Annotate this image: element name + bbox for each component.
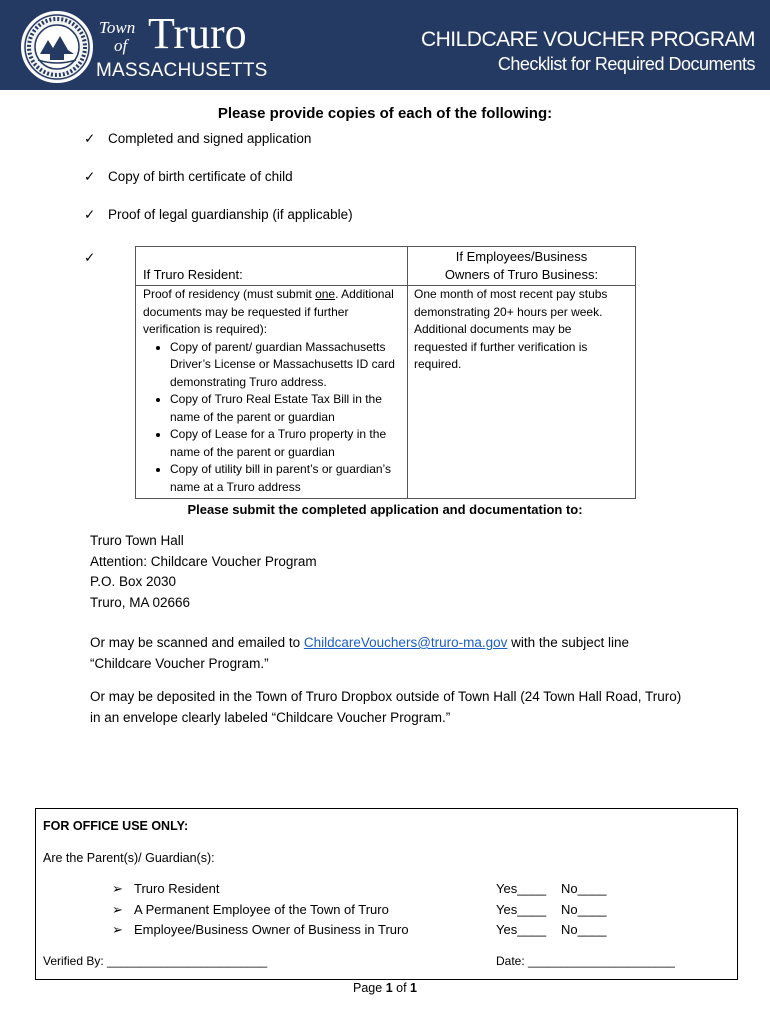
office-option [112,881,220,897]
employee-header-line2: Owners of Truro Business: [444,267,599,282]
town-seal-icon [20,10,94,84]
of-word: of [114,36,128,55]
checklist-item [84,207,353,223]
yes-field[interactable]: Yes____ [496,881,547,896]
resident-bullet-list [143,339,403,497]
checkmark-icon: ✓ [84,169,96,184]
checklist-item [84,250,108,266]
checklist-text: Proof of legal guardianship (if applicable) [108,207,353,222]
office-question: Are the Parent(s)/ Guardian(s): [43,851,215,865]
email-text: with the subject line “Childcare Voucher Program.” [90,635,629,671]
resident-intro [143,286,403,339]
verified-by-field[interactable]: Verified By: ________________________ [43,954,268,968]
office-option-label: Truro Resident [134,881,220,896]
intro-heading: Please provide copies of each of the following: [217,105,553,122]
email-paragraph [90,633,690,674]
email-text: Or may be scanned and emailed to [90,635,304,650]
resident-header: If Truro Resident: [143,267,243,282]
list-item: • Copy of utility bill in parent’s or guardian’s name at a Truro address [170,461,403,496]
address-line: Truro, MA 02666 [90,595,191,611]
program-title: CHILDCARE VOUCHER PROGRAM [420,28,755,51]
checklist-text: Completed and signed application [108,131,312,146]
state-name: MASSACHUSETTS [96,60,268,81]
dropbox-paragraph: Or may be deposited in the Town of Truro Dropbox outside of Town Hall (24 Town Hall Road, Truro) in an envelope clearly labeled “Childcare Voucher Program.” [90,689,682,725]
address-line: Truro Town Hall [90,533,184,548]
town-name: Truro [148,9,247,58]
checkmark-icon: ✓ [84,250,96,265]
date-field[interactable]: Date: ______________________ [496,954,675,968]
resident-requirements [143,286,403,496]
office-option [112,922,409,938]
list-item: • Copy of Truro Real Estate Tax Bill in the name of the parent or guardian [170,391,403,426]
resident-intro-text: . Additional documents may be requested if further verification is required): [143,287,394,336]
yes-field[interactable]: Yes____ [496,902,547,917]
list-item: • Copy of parent/ guardian Massachusetts Driver’s License or Massachusetts ID card demonstrating Truro address. [170,339,403,392]
list-item: • Copy of Lease for a Truro property in the name of the parent or guardian [170,426,403,461]
employee-header-line1: If Employees/Business [455,249,588,264]
page-current: 1 [385,981,393,995]
page-total: 1 [410,981,417,995]
program-subtitle: Checklist for Required Documents [497,54,755,74]
resident-intro-one: one [315,287,336,301]
arrow-bullet-icon: ➢ [112,922,123,937]
town-word: Town [99,18,136,37]
page-header [0,0,770,90]
page-word: Page [353,981,383,995]
office-title: FOR OFFICE USE ONLY: [43,819,189,833]
page-of-word: of [396,981,407,995]
email-link[interactable]: ChildcareVouchers@truro-ma.gov [303,635,508,650]
resident-intro-text: Proof of residency (must submit [143,287,316,301]
arrow-bullet-icon: ➢ [112,902,123,917]
office-use-box [35,808,738,980]
employee-header [408,248,635,284]
address-line: P.O. Box 2030 [90,574,177,590]
mailing-address [90,531,317,614]
arrow-bullet-icon: ➢ [112,881,123,896]
checkmark-icon: ✓ [84,131,96,146]
no-field[interactable]: No____ [561,881,607,896]
page-number [0,981,770,995]
address-line: Attention: Childcare Voucher Program [90,553,317,569]
office-option [112,902,389,918]
residency-table [135,246,636,499]
employee-requirements: One month of most recent pay stubs demonstrating 20+ hours per week. Additional documents may be requested if further verification is required. [414,287,608,371]
office-option-label: A Permanent Employee of the Town of Truro [134,902,389,917]
no-field[interactable]: No____ [561,902,607,917]
office-option-label: Employee/Business Owner of Business in Truro [134,922,409,937]
checklist-text: Copy of birth certificate of child [108,169,293,184]
checklist-item [84,131,311,147]
yes-field[interactable]: Yes____ [496,922,547,937]
checklist-item [84,169,293,185]
checkmark-icon: ✓ [84,207,96,222]
submit-heading: Please submit the completed application and documentation to: [187,502,583,517]
no-field[interactable]: No____ [561,922,607,937]
